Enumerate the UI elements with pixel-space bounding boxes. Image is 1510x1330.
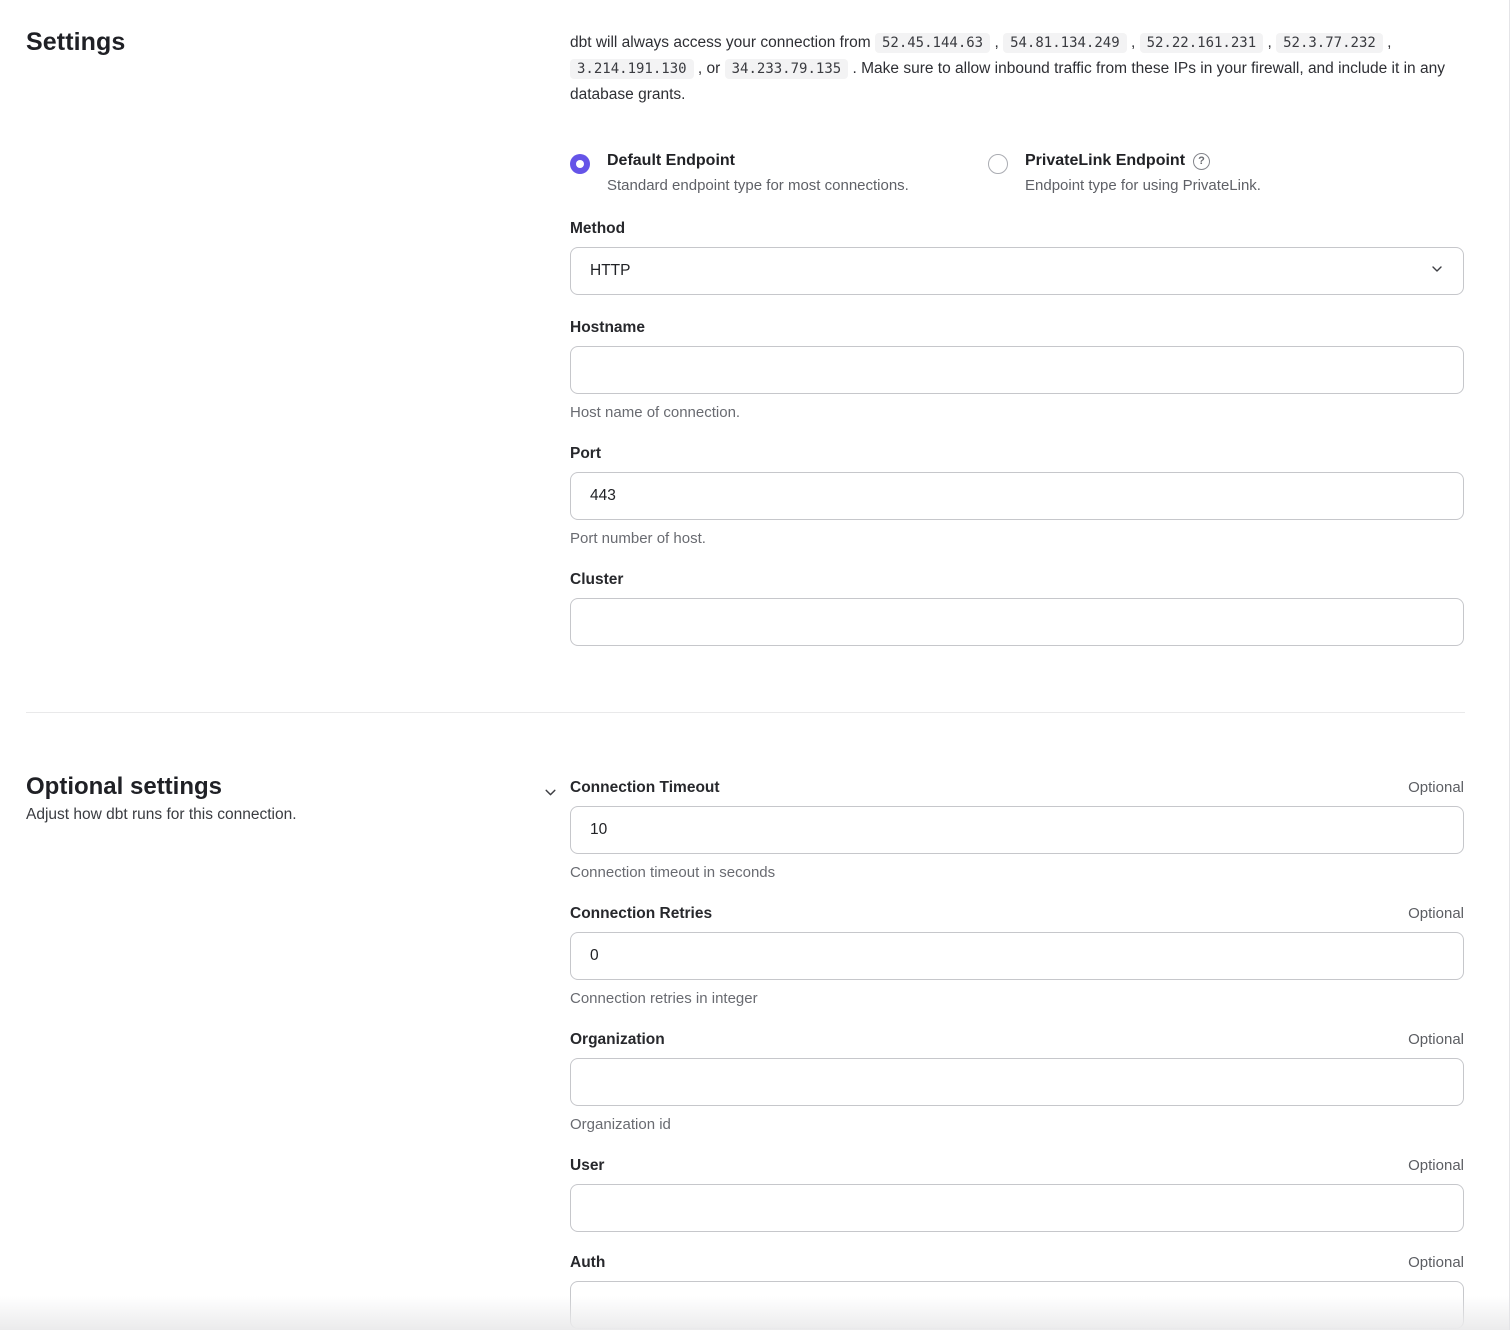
ip-address-chip: 52.22.161.231: [1140, 33, 1264, 53]
settings-section: [0, 0, 1509, 646]
help-icon[interactable]: ?: [1193, 153, 1210, 170]
privatelink-endpoint-label: PrivateLink Endpoint: [1025, 152, 1186, 169]
method-field: [570, 220, 1464, 295]
method-select[interactable]: [570, 247, 1464, 295]
cluster-input[interactable]: [570, 598, 1464, 646]
intro-lead: dbt will always access your connection from: [570, 34, 871, 51]
ip-address-chip: 52.3.77.232: [1276, 33, 1383, 53]
port-helper: Port number of host.: [570, 530, 706, 547]
optional-badge: Optional: [1408, 1031, 1464, 1048]
connection-timeout-helper: Connection timeout in seconds: [570, 864, 776, 881]
hostname-label: Hostname: [570, 319, 645, 336]
settings-title: Settings: [26, 28, 126, 56]
port-input[interactable]: [570, 472, 1464, 520]
optional-badge: Optional: [1408, 1254, 1464, 1271]
radio-unselected-icon[interactable]: [988, 154, 1008, 174]
optional-badge: Optional: [1408, 779, 1464, 796]
radio-selected-icon[interactable]: [570, 154, 590, 174]
optional-badge: Optional: [1408, 1157, 1464, 1174]
separator: ,: [1130, 34, 1136, 51]
separator: ,: [1387, 34, 1392, 51]
chevron-down-icon: [1430, 262, 1444, 281]
connection-timeout-label: Connection Timeout: [570, 779, 720, 796]
cluster-label: Cluster: [570, 571, 624, 588]
port-label: Port: [570, 445, 601, 462]
optional-settings-title: Optional settings: [26, 773, 223, 800]
ip-address-chip: 34.233.79.135: [725, 59, 849, 79]
hostname-field: [570, 319, 1464, 421]
optional-badge: Optional: [1408, 905, 1464, 922]
chevron-down-icon: [543, 785, 558, 805]
ip-allowlist-paragraph: [570, 28, 1464, 108]
connection-retries-field: [570, 905, 1464, 1007]
separator: ,: [1267, 34, 1272, 51]
hostname-input[interactable]: [570, 346, 1464, 394]
organization-input[interactable]: [570, 1058, 1464, 1106]
ip-address-chip: 54.81.134.249: [1003, 33, 1127, 53]
method-selected-value: HTTP: [590, 262, 631, 279]
radio-privatelink-endpoint[interactable]: [988, 152, 1261, 194]
user-input[interactable]: [570, 1184, 1464, 1232]
method-label: Method: [570, 220, 626, 237]
cluster-field: [570, 571, 1464, 646]
user-field: [570, 1157, 1464, 1232]
default-endpoint-label: Default Endpoint: [607, 152, 735, 169]
endpoint-type-radio-group: [570, 152, 1464, 194]
optional-settings-subtitle: Adjust how dbt runs for this connection.: [26, 806, 297, 823]
intro-tail: . Make sure to allow inbound traffic from these IPs in your firewall, and include it in any database grants.: [570, 60, 1445, 103]
auth-input[interactable]: [570, 1281, 1464, 1329]
connection-timeout-input[interactable]: [570, 806, 1464, 854]
connection-timeout-field: [570, 779, 1464, 881]
user-label: User: [570, 1157, 605, 1174]
collapse-section-button[interactable]: [543, 785, 558, 805]
connection-retries-label: Connection Retries: [570, 905, 713, 922]
separator-or: , or: [697, 60, 721, 77]
organization-label: Organization: [570, 1031, 665, 1048]
port-field: [570, 445, 1464, 547]
ip-address-chip: 3.214.191.130: [570, 59, 694, 79]
organization-helper: Organization id: [570, 1116, 671, 1133]
connection-retries-helper: Connection retries in integer: [570, 990, 758, 1007]
auth-label: Auth: [570, 1254, 606, 1271]
privatelink-endpoint-description: Endpoint type for using PrivateLink.: [1025, 177, 1261, 194]
hostname-helper: Host name of connection.: [570, 404, 741, 421]
optional-settings-section: [0, 713, 1509, 1329]
ip-address-chip: 52.45.144.63: [875, 33, 990, 53]
connection-retries-input[interactable]: [570, 932, 1464, 980]
radio-default-endpoint[interactable]: [570, 152, 988, 194]
organization-field: [570, 1031, 1464, 1133]
separator: ,: [994, 34, 999, 51]
default-endpoint-description: Standard endpoint type for most connections.: [607, 177, 909, 194]
auth-field: [570, 1254, 1464, 1329]
